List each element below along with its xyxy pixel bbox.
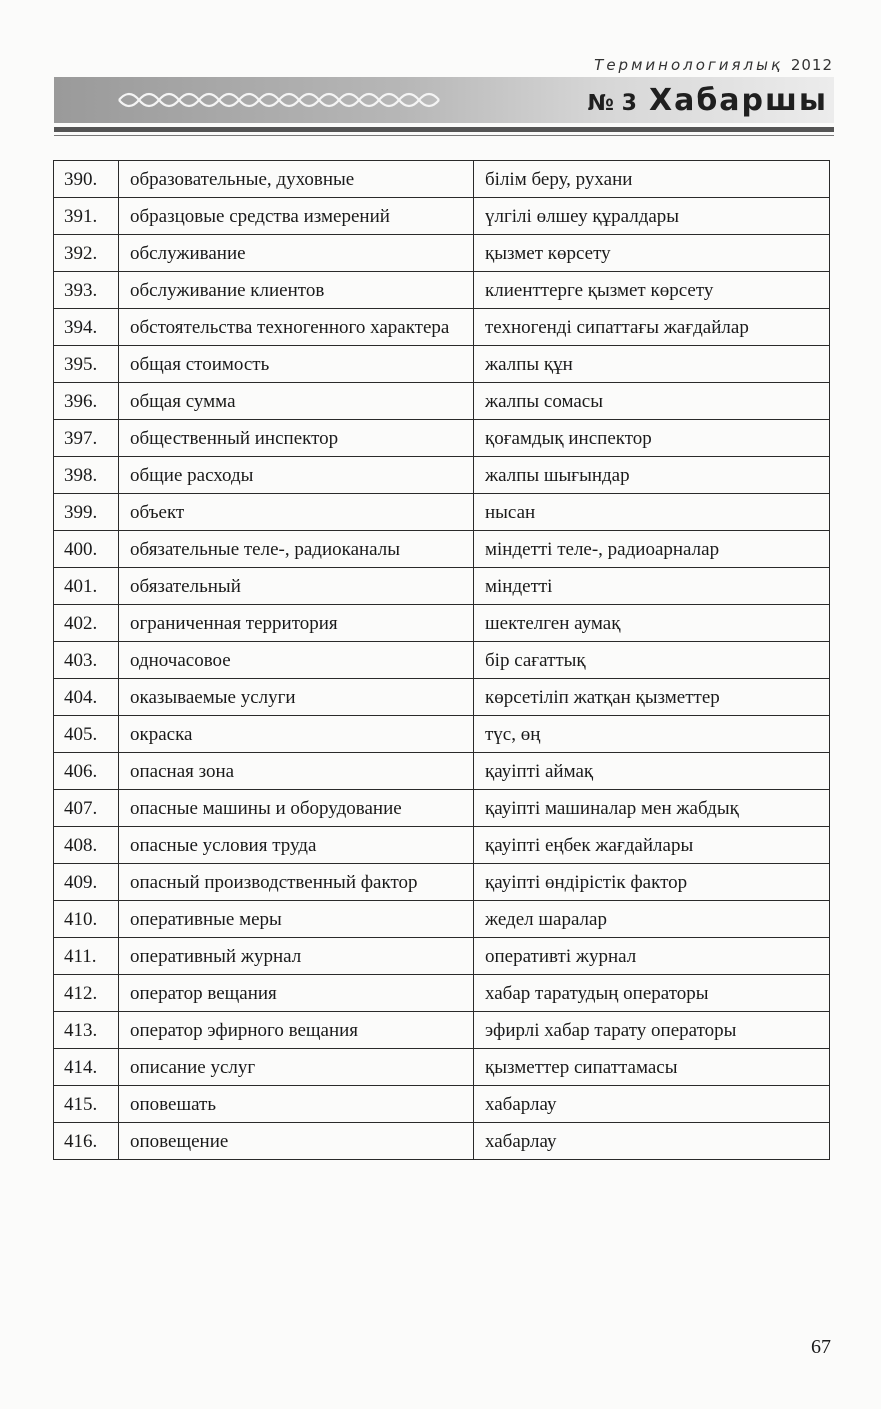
- table-row: [54, 309, 830, 346]
- entry-number: 405.: [54, 716, 119, 753]
- kazakh-term: көрсетіліп жатқан қызметтер: [474, 679, 830, 716]
- russian-term: обслуживание: [119, 235, 474, 272]
- kazakh-term: жалпы сомасы: [474, 383, 830, 420]
- russian-term: образовательные, духовные: [119, 161, 474, 198]
- russian-term: опасные условия труда: [119, 827, 474, 864]
- entry-number: 396.: [54, 383, 119, 420]
- kazakh-term: қауіпті еңбек жағдайлары: [474, 827, 830, 864]
- kazakh-term: бір сағаттық: [474, 642, 830, 679]
- table-row: [54, 531, 830, 568]
- russian-term: опасный производственный фактор: [119, 864, 474, 901]
- kazakh-term: хабарлау: [474, 1123, 830, 1160]
- table-row: [54, 1049, 830, 1086]
- entry-number: 401.: [54, 568, 119, 605]
- russian-term: общая стоимость: [119, 346, 474, 383]
- russian-term: опасная зона: [119, 753, 474, 790]
- table-row: [54, 457, 830, 494]
- table-row: [54, 716, 830, 753]
- table-row: [54, 679, 830, 716]
- table-row: [54, 605, 830, 642]
- entry-number: 402.: [54, 605, 119, 642]
- table-row: [54, 1123, 830, 1160]
- kazakh-term: хабарлау: [474, 1086, 830, 1123]
- kazakh-term: жедел шаралар: [474, 901, 830, 938]
- russian-term: обстоятельства техногенного характера: [119, 309, 474, 346]
- kazakh-term: жалпы құн: [474, 346, 830, 383]
- kazakh-term: міндетті: [474, 568, 830, 605]
- entry-number: 408.: [54, 827, 119, 864]
- journal-year: 2012: [790, 56, 833, 74]
- table-row: [54, 864, 830, 901]
- table-row: [54, 383, 830, 420]
- table-row: [54, 975, 830, 1012]
- table-row: [54, 198, 830, 235]
- russian-term: оператор вещания: [119, 975, 474, 1012]
- kazakh-term: білім беру, рухани: [474, 161, 830, 198]
- entry-number: 398.: [54, 457, 119, 494]
- kazakh-term: қауіпті өндірістік фактор: [474, 864, 830, 901]
- table-row: [54, 346, 830, 383]
- entry-number: 392.: [54, 235, 119, 272]
- entry-number: 400.: [54, 531, 119, 568]
- table-row: [54, 938, 830, 975]
- kazakh-term: қызмет көрсету: [474, 235, 830, 272]
- entry-number: 399.: [54, 494, 119, 531]
- russian-term: общая сумма: [119, 383, 474, 420]
- kazakh-term: эфирлі хабар тарату операторы: [474, 1012, 830, 1049]
- kazakh-term: техногенді сипаттағы жағдайлар: [474, 309, 830, 346]
- table-row: [54, 753, 830, 790]
- kazakh-ornament-icon: [114, 85, 454, 115]
- header-rule-thin: [54, 135, 834, 136]
- entry-number: 412.: [54, 975, 119, 1012]
- kazakh-term: шектелген аумақ: [474, 605, 830, 642]
- entry-number: 416.: [54, 1123, 119, 1160]
- entry-number: 391.: [54, 198, 119, 235]
- entry-number: 395.: [54, 346, 119, 383]
- russian-term: оказываемые услуги: [119, 679, 474, 716]
- issue-number: № 3: [587, 91, 637, 116]
- russian-term: общественный инспектор: [119, 420, 474, 457]
- entry-number: 390.: [54, 161, 119, 198]
- kazakh-term: қызметтер сипаттамасы: [474, 1049, 830, 1086]
- kazakh-term: қауіпті машиналар мен жабдық: [474, 790, 830, 827]
- table-row: [54, 272, 830, 309]
- header-banner: [54, 77, 834, 123]
- journal-title: Терминологиялық: [594, 56, 784, 74]
- kazakh-term: қауіпті аймақ: [474, 753, 830, 790]
- russian-term: оповещение: [119, 1123, 474, 1160]
- table-row: [54, 420, 830, 457]
- russian-term: описание услуг: [119, 1049, 474, 1086]
- russian-term: ограниченная территория: [119, 605, 474, 642]
- entry-number: 403.: [54, 642, 119, 679]
- entry-number: 393.: [54, 272, 119, 309]
- kazakh-term: хабар таратудың операторы: [474, 975, 830, 1012]
- kazakh-term: нысан: [474, 494, 830, 531]
- entry-number: 394.: [54, 309, 119, 346]
- russian-term: объект: [119, 494, 474, 531]
- entry-number: 406.: [54, 753, 119, 790]
- russian-term: оперативный журнал: [119, 938, 474, 975]
- page-number: 67: [811, 1336, 831, 1358]
- issue-title: Хабаршы: [648, 83, 828, 118]
- russian-term: общие расходы: [119, 457, 474, 494]
- journal-header: [594, 56, 833, 74]
- kazakh-term: оперативті журнал: [474, 938, 830, 975]
- terminology-table: [53, 160, 830, 1160]
- russian-term: окраска: [119, 716, 474, 753]
- table-row: [54, 568, 830, 605]
- russian-term: обязательные теле-, радиоканалы: [119, 531, 474, 568]
- entry-number: 413.: [54, 1012, 119, 1049]
- russian-term: одночасовое: [119, 642, 474, 679]
- kazakh-term: жалпы шығындар: [474, 457, 830, 494]
- russian-term: обслуживание клиентов: [119, 272, 474, 309]
- header-rule: [54, 127, 834, 132]
- russian-term: оперативные меры: [119, 901, 474, 938]
- entry-number: 411.: [54, 938, 119, 975]
- table-row: [54, 901, 830, 938]
- table-row: [54, 642, 830, 679]
- entry-number: 414.: [54, 1049, 119, 1086]
- kazakh-term: міндетті теле-, радиоарналар: [474, 531, 830, 568]
- table-row: [54, 1086, 830, 1123]
- table-row: [54, 161, 830, 198]
- table-row: [54, 235, 830, 272]
- russian-term: образцовые средства измерений: [119, 198, 474, 235]
- entry-number: 397.: [54, 420, 119, 457]
- entry-number: 415.: [54, 1086, 119, 1123]
- entry-number: 410.: [54, 901, 119, 938]
- russian-term: обязательный: [119, 568, 474, 605]
- kazakh-term: клиенттерге қызмет көрсету: [474, 272, 830, 309]
- entry-number: 404.: [54, 679, 119, 716]
- table-row: [54, 494, 830, 531]
- entry-number: 407.: [54, 790, 119, 827]
- kazakh-term: түс, өң: [474, 716, 830, 753]
- russian-term: оператор эфирного вещания: [119, 1012, 474, 1049]
- table-row: [54, 827, 830, 864]
- kazakh-term: үлгілі өлшеу құралдары: [474, 198, 830, 235]
- table-row: [54, 1012, 830, 1049]
- table-row: [54, 790, 830, 827]
- entry-number: 409.: [54, 864, 119, 901]
- kazakh-term: қоғамдық инспектор: [474, 420, 830, 457]
- russian-term: опасные машины и оборудование: [119, 790, 474, 827]
- issue-heading: [588, 83, 828, 118]
- russian-term: оповешать: [119, 1086, 474, 1123]
